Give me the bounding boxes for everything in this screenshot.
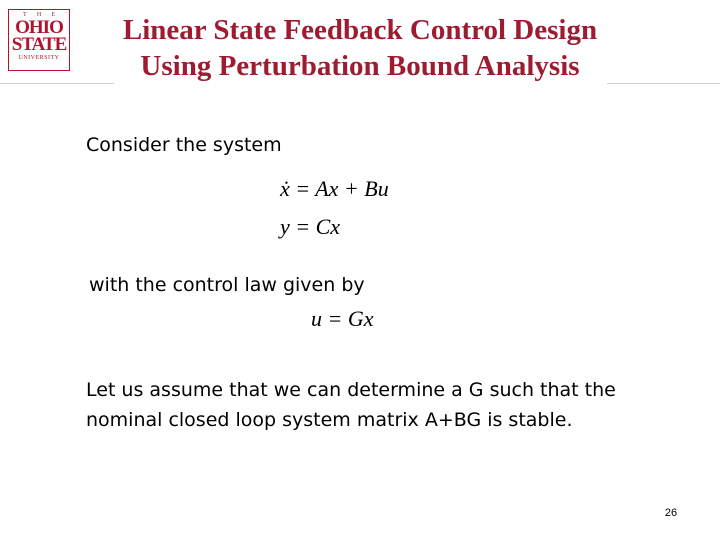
logo-ohio: OHIO bbox=[15, 17, 63, 38]
state-equation: ẋ = Ax + Bu bbox=[280, 176, 389, 201]
slide-title bbox=[90, 12, 630, 84]
slide-title-line2: Using Perturbation Bound Analysis bbox=[140, 50, 580, 82]
logo-the: T H E bbox=[23, 12, 55, 18]
slide-title-line1: Linear State Feedback Control Design bbox=[122, 14, 598, 46]
page-number: 26 bbox=[664, 507, 678, 519]
assumption-line-2: nominal closed loop system matrix A+BG is stable. bbox=[86, 409, 573, 431]
logo-state: STATE bbox=[11, 34, 67, 55]
output-equation: y = Cx bbox=[280, 214, 341, 239]
ohio-state-logo bbox=[8, 9, 70, 71]
control-law-equation: u = Gx bbox=[311, 306, 374, 331]
assumption-line-1: Let us assume that we can determine a G such that the bbox=[86, 379, 616, 401]
title-rule-right bbox=[607, 83, 720, 84]
logo-university: UNIVERSITY bbox=[18, 55, 60, 61]
intro-text: Consider the system bbox=[86, 134, 282, 156]
control-law-text: with the control law given by bbox=[89, 274, 365, 296]
title-rule-left bbox=[0, 83, 114, 84]
